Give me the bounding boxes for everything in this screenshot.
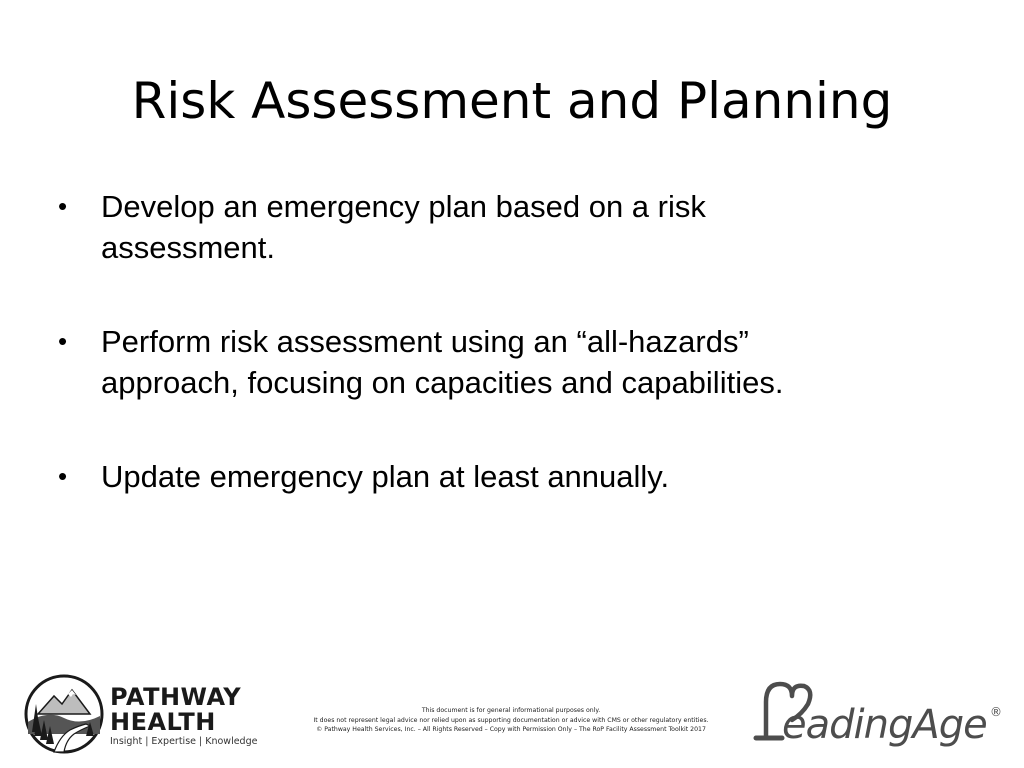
bullet-item	[58, 456, 918, 497]
bullet-text-line: approach, focusing on capacities and capabilities.	[101, 365, 784, 400]
pathway-emblem-icon	[24, 674, 104, 754]
disclaimer-line: This document is for general informational purposes only.	[421, 707, 601, 714]
bullet-marker: •	[58, 326, 68, 356]
logo-name-line2: HEALTH	[110, 708, 216, 736]
bullet-item	[58, 186, 918, 268]
bullet-item	[58, 321, 918, 403]
bullet-text-line: Develop an emergency plan based on a risk	[101, 189, 706, 224]
bullet-marker: •	[58, 461, 68, 491]
bullet-marker: •	[58, 191, 68, 221]
logo-name-line1: PATHWAY	[110, 683, 242, 711]
logo-tagline: Insight | Expertise | Knowledge	[110, 736, 258, 747]
bullet-text-line: Update emergency plan at least annually.	[101, 459, 670, 494]
bullet-text-line: Perform risk assessment using an “all-hazards”	[101, 324, 749, 359]
footer-disclaimer	[300, 706, 722, 735]
disclaimer-line: © Pathway Health Services, Inc. – All Rights Reserved – Copy with Permission Only – The RoP Facility Assessment Toolkit 2017	[316, 726, 706, 733]
bullet-list	[58, 186, 918, 550]
disclaimer-line: It does not represent legal advice nor relied upon as supporting documentation or advice with CMS or other regulatory entities.	[313, 716, 709, 724]
leadingage-wordmark: eadingAge	[782, 702, 987, 748]
pathway-health-logo	[24, 672, 258, 756]
slide-title: Risk Assessment and Planning	[131, 72, 893, 130]
registered-mark: ®	[990, 705, 1002, 719]
bullet-text-line: assessment.	[101, 230, 276, 265]
leadingage-logo	[752, 676, 1004, 756]
